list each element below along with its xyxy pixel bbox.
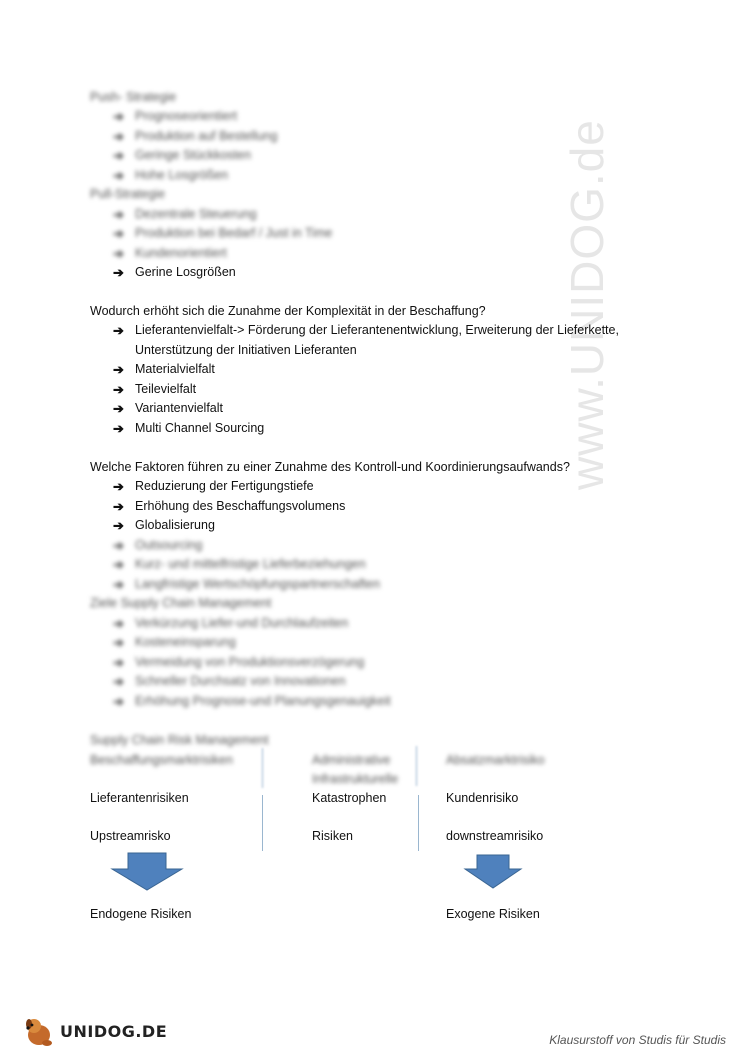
list-item: ➔ Schneller Durchsatz von Innovationen <box>113 672 346 692</box>
unidog-logo[interactable] <box>22 1015 167 1047</box>
risk-col1-a: Lieferantenrisiken <box>90 791 189 805</box>
list-item: ➔ Kosteneinsparung <box>113 633 236 653</box>
arrow-right-icon: ➔ <box>113 382 124 397</box>
risk-col1-heading: Beschaffungsmarktrisiken <box>90 753 233 767</box>
list-item: ➔ Reduzierung der Fertigungstiefe <box>113 477 314 497</box>
list-item: ➔ Dezentrale Steuerung <box>113 205 257 225</box>
divider <box>418 795 419 851</box>
risk-col3-a: Kundenrisiko <box>446 791 519 805</box>
push-heading: Push- Strategie <box>90 90 177 104</box>
list-item: ➔ Globalisierung <box>113 516 215 536</box>
brand-text: UNIDOG.DE <box>60 1021 168 1041</box>
list-item: ➔ Geringe Stückkosten <box>113 146 251 166</box>
risk-col2-b: Risiken <box>312 829 353 843</box>
divider <box>262 795 263 851</box>
list-item: ➔ Erhöhung Prognose-und Planungsgenauigkeit <box>113 692 391 712</box>
arrow-right-icon: ➔ <box>113 499 124 514</box>
list-item: ➔ Langfristige Wertschöpfungspartnerschaften <box>113 575 380 595</box>
list-item: ➔ Teilevielfalt <box>113 380 196 400</box>
list-item: ➔ Erhöhung des Beschaffungsvolumens <box>113 497 345 517</box>
down-arrow-icon <box>110 852 184 892</box>
down-arrow-icon <box>463 854 523 890</box>
list-item: ➔ Gerine Losgrößen <box>113 263 236 283</box>
list-item: ➔ Outsourcing <box>113 536 202 556</box>
arrow-right-icon: ➔ <box>113 479 124 494</box>
arrow-right-icon: ➔ <box>113 421 124 436</box>
list-item: ➔ Lieferantenvielfalt-> Förderung der Lieferantenentwicklung, Erweiterung der Lieferkette, Unterstützung der Initiativen Lieferanten <box>113 323 619 357</box>
divider <box>262 748 263 788</box>
arrow-right-icon: ➔ <box>113 362 124 377</box>
arrow-right-icon: ➔ <box>113 577 124 592</box>
risk-col1-b: Upstreamrisko <box>90 829 171 843</box>
arrow-right-icon: ➔ <box>113 557 124 572</box>
arrow-right-icon: ➔ <box>113 694 124 709</box>
risk-col3-heading: Absatzmarktrisiko <box>446 753 545 767</box>
arrow-right-icon: ➔ <box>113 674 124 689</box>
arrow-right-icon: ➔ <box>113 207 124 222</box>
risk-col2-heading: Administrative Infrastrukturelle <box>312 753 399 786</box>
list-item: ➔ Hohe Losgrößen <box>113 166 228 186</box>
list-item: ➔ Variantenvielfalt <box>113 399 223 419</box>
risk-result-right: Exogene Risiken <box>446 907 540 921</box>
risk-col3-b: downstreamrisiko <box>446 829 544 843</box>
scm-heading: Ziele Supply Chain Management <box>90 596 272 610</box>
arrow-right-icon: ➔ <box>113 635 124 650</box>
arrow-right-icon: ➔ <box>113 129 124 144</box>
risk-col2-a: Katastrophen <box>312 791 387 805</box>
watermark-text: www.UNIDOG.de <box>561 119 613 490</box>
list-item: ➔ Kundenorientiert <box>113 244 227 264</box>
footer-tagline: Klausurstoff von Studis für Studis <box>549 1033 726 1047</box>
arrow-right-icon: ➔ <box>113 265 124 280</box>
arrow-right-icon: ➔ <box>113 323 124 338</box>
question-complexity: Wodurch erhöht sich die Zunahme der Komplexität in der Beschaffung? <box>90 304 486 318</box>
list-item: ➔ Multi Channel Sourcing <box>113 419 264 439</box>
arrow-right-icon: ➔ <box>113 226 124 241</box>
dog-mascot-icon <box>22 1015 56 1047</box>
risk-result-left: Endogene Risiken <box>90 907 192 921</box>
arrow-right-icon: ➔ <box>113 655 124 670</box>
arrow-right-icon: ➔ <box>113 168 124 183</box>
question-control-effort: Welche Faktoren führen zu einer Zunahme des Kontroll-und Koordinierungsaufwands? <box>90 460 570 474</box>
pull-heading: Pull-Strategie <box>90 187 166 201</box>
arrow-right-icon: ➔ <box>113 109 124 124</box>
divider <box>416 746 417 786</box>
arrow-right-icon: ➔ <box>113 246 124 261</box>
arrow-right-icon: ➔ <box>113 401 124 416</box>
list-item: ➔ Materialvielfalt <box>113 360 215 380</box>
list-item: ➔ Kurz- und mittelfristige Lieferbeziehungen <box>113 555 366 575</box>
arrow-right-icon: ➔ <box>113 538 124 553</box>
arrow-right-icon: ➔ <box>113 148 124 163</box>
arrow-right-icon: ➔ <box>113 616 124 631</box>
risk-heading: Supply Chain Risk Management <box>90 733 269 747</box>
arrow-right-icon: ➔ <box>113 518 124 533</box>
list-item: ➔ Prognoseorientiert <box>113 107 237 127</box>
list-item: ➔ Produktion auf Bestellung <box>113 127 277 147</box>
list-item: ➔ Verkürzung Liefer-und Durchlaufzeiten <box>113 614 348 634</box>
list-item: ➔ Produktion bei Bedarf / Just in Time <box>113 224 332 244</box>
list-item: ➔ Vermeidung von Produktionsverzögerung <box>113 653 364 673</box>
